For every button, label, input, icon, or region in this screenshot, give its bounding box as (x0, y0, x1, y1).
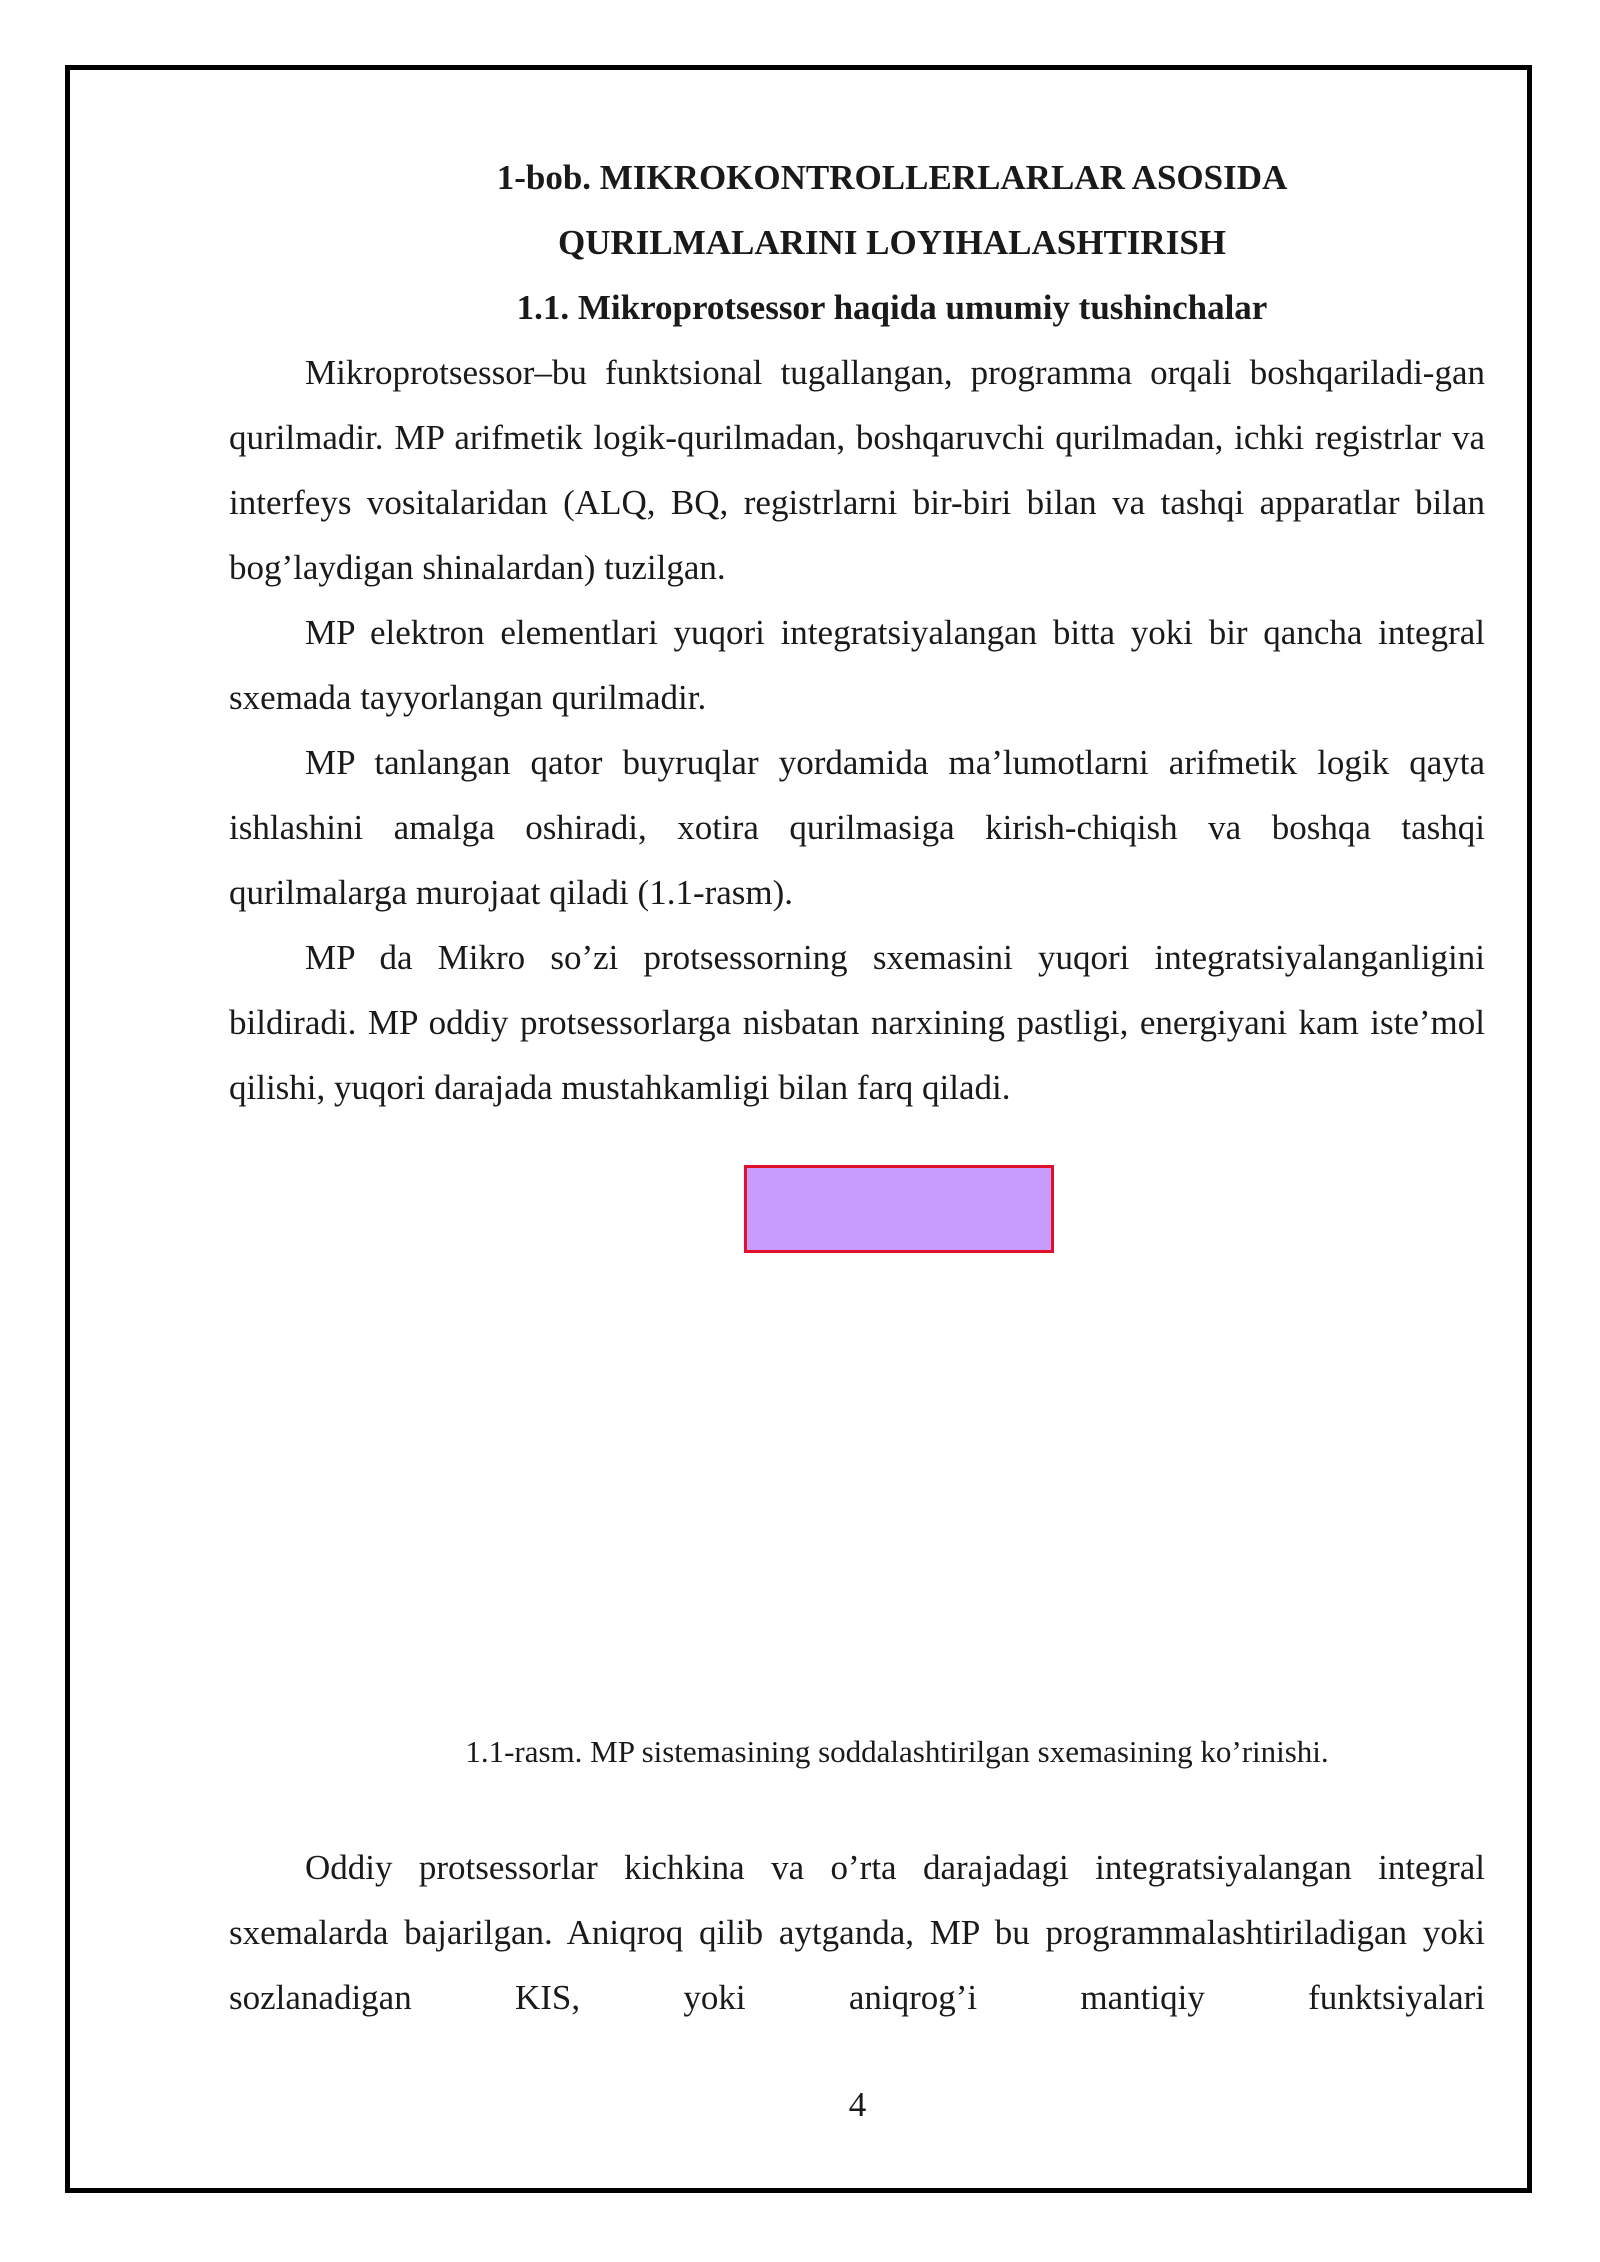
chapter-title-line-1: 1-bob. MIKROKONTROLLERLARLAR ASOSIDA (496, 158, 1288, 197)
page-number: 4 (848, 2085, 867, 2124)
figure-caption: 1.1-rasm. MP sistemasining soddalashtirilgan sxemasining ko’rinishi. (465, 1734, 1329, 1769)
chapter-title-line-2: QURILMALARINI LOYIHALASHTIRISH (557, 223, 1227, 262)
paragraph-4: MP da Mikro so’zi protsessorning sxemasini yuqori integratsiyalanganligini bildiradi. MP oddiy protsessorlarga nisbatan narxining pastligi, energiyani kam iste’mol qilishi, yuqori darajada mustahkamligi bilan farq qiladi. (229, 938, 1485, 1107)
document-body (229, 145, 1485, 1120)
document-body-continued (229, 1835, 1485, 2030)
section-title: 1.1. Mikroprotsessor haqida umumiy tushinchalar (516, 288, 1268, 327)
paragraph-5: Oddiy protsessorlar kichkina va o’rta darajadagi integratsiyalangan integral sxemalarda bajarilgan. Aniqroq qilib aytganda, MP bu programmalashtiriladigan yoki sozlanadigan KIS, yoki aniqrog’i mantiqiy funktsiyalari (229, 1848, 1485, 2017)
figure-placeholder-box (744, 1165, 1054, 1253)
paragraph-1: Mikroprotsessor–bu funktsional tugallangan, programma orqali boshqariladi-gan qurilmadir. MP arifmetik logik-qurilmadan, boshqaruvchi qurilmadan, ichki registrlar va interfeys vositalaridan (ALQ, BQ, registrlarni bir-biri bilan va tashqi apparatlar bilan bog’laydigan shinalardan) tuzilgan. (229, 353, 1485, 587)
paragraph-3: MP tanlangan qator buyruqlar yordamida ma’lumotlarni arifmetik logik qayta ishlashini amalga oshiradi, xotira qurilmasiga kirish-chiqish va boshqa tashqi qurilmalarga murojaat qiladi (1.1-rasm). (229, 743, 1485, 912)
paragraph-2: MP elektron elementlari yuqori integratsiyalangan bitta yoki bir qancha integral sxemada tayyorlangan qurilmadir. (229, 613, 1485, 717)
